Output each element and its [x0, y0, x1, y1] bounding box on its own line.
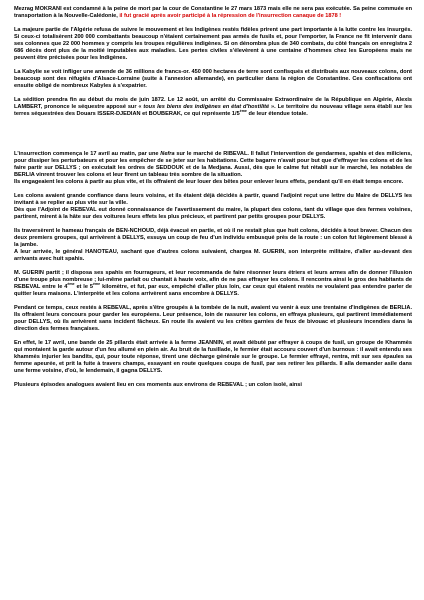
section-heading-wrap [14, 125, 412, 143]
sedition-text-d: de leur étendue totale. [246, 111, 308, 117]
insurrection-text-c: sur le marché de RIBEVAL. Il fallut l'intervention de gendarmes, spahis et des miliciens, pour dissiper les perturbateurs et pour les empêcher de se jeter sur les habitations. Cette bagarre n'avait pour but que d'effrayer les colons et de les faire partir sur DELLYS ; on exécutait les ordres de SEDDOUK et de la Medjana. Aussi, dès que le calme fut rétabli sur le marché, les notables de BERLIA vinrent trouver les colons et leur firent un tableau très sombre de la situation. [14, 151, 412, 178]
guerin-text-a: M. GUERIN partit ; il disposa ses spahis en fourrageurs, et leur recommanda de faire résonner leurs étriers et leurs armes afin de donner l'illusion d'une troupe plus nombreuse ; lui-même parlait ou chantait à haute voix, afin de ne pas effrayer les colons. Il rencontra ainsi le gros des habitants de REBEVAL entre le 4 [14, 270, 412, 290]
ben-nchoud-text-b: A leur arrivée, le général HANOTEAU, sachant que d'autres colons suivaient, chargea M. GUERIN, son interprète militaire, d'aller au-devant des arrivants avec huit spahis. [14, 249, 412, 262]
ben-nchoud-text-a: Ils traversèrent le hameau français de BEN-NCHOUD, déjà évacué en partie, et où il ne restait plus que huit colons, décidés à tout braver. Chacun des deux premiers groupes, qui arrivèrent à DELLYS, essuya un coup de feu d'un individu embusqué près de la route : un colon fut légèrement blessé à la jambe. [14, 228, 412, 248]
paragraph-mokrani-highlight: il fut gracié après avoir participé à la répression de l'insurrection canaque de 1878 ! [119, 13, 342, 19]
confidence-text-b: Dès que l'Adjoint de REBEVAL eut donné connaissance de l'avertissement du maire, la plupart des colons, tant du village que des fermes voisines, partirent, mirent à la hâte sur des voitures leurs effets les plus précieux, et partirent par petits groupes pour DELLYS. [14, 207, 412, 220]
insurrection-text-d: Ils engageaient les colons à partir au plus vite, et ils offraient de leur louer des bêtes pour enlever leurs effets, pendant qu'il en était temps encore. [14, 179, 404, 185]
paragraph-colons-confidence [14, 193, 412, 221]
paragraph-mokrani [14, 6, 412, 20]
sedition-text-a: La sédition prendra fin au début du mois de juin 1872. Le 12 août, un arrêté du Commissaire Extraordinaire de la République en Algérie, Alexis LAMBERT, prononce le séquestre apposé sur « [14, 97, 412, 110]
sedition-superscript: ème [239, 109, 247, 114]
paragraph-insurrection-start [14, 151, 412, 186]
confidence-text-a: Les colons avaient grande confiance dans leurs voisins, et ils étaient déjà décidés à partir, quand l'adjoint reçut une lettre du Maire de DELLYS les invitant à se replier au plus vite sur la ville. [14, 193, 412, 206]
paragraph-ferme-jeannin: En effet, le 17 avril, une bande de 25 pillards était arrivée à la ferme JEANNIN, et avait débuté par effrayer à coups de fusil, un groupe de Khammès qui montaient la garde autour d'un feu allumé en plein air. Au bruit de la fusillade, le fermier était accouru couvert d'un burnous : il avait entendu ses khammès injurier les bandits, qui, pour toute réponse, tirent une décharge générale sur le groupe. Le fermier effrayé, rentra, mit sur ses épaules sa femme apeurée, et prit la fuite à travers champs, essayant en route quelques coups de fusil, par ses retirer les pillards. Il alla demander asile dans une ferme voisine, d'où, le lendemain, il gagna DELLYS. [14, 340, 412, 374]
paragraph-rebeval-night: Pendant ce temps, ceux restés à REBEVAL, après s'être groupés à la tombée de la nuit, avaient vu venir à eux une trentaine d'indigènes de BERLIA. Ils offraient leurs concours pour garder les européens. Leur présence, loin de rassurer les colons, en effraya plusieurs, qui partirent immédiatement pour DELLYS, où ils arrivèrent sans incident fâcheux. En route ils avaient vu les crêtes garnies de feux de bivouac et plusieurs incendies dans la direction des fermes françaises. [14, 305, 412, 332]
paragraph-sedition-end [14, 97, 412, 118]
paragraph-ben-nchoud [14, 228, 412, 263]
paragraph-algeria-refusal: La majeure partie de l'Algérie refusa de suivre le mouvement et les Indigènes restés fidèles prirent une part importante à la lutte contre les insurgés. Si ceux-ci totalisèrent 200 000 combattants beaucoup n'étaient certainement pas armés de fusils et, pour l'emporter, la France ne fit intervenir dans ses colonnes que 22 000 hommes y compris les troupes régulières indigènes. Si on dénombra plus de 340 combats, du côté français on enregistra 2 686 décès dont plus de la moitié imputables aux maladies. Les pertes civiles s'élevèrent à une centaine d'hommes chez les Européens mais ne peuvent être précisées pour les Indigènes. [14, 27, 412, 61]
paragraph-mokrani-text: Mezrag MOKRANI est condamné à la peine de mort par la cour de Constantine le 27 mars 1873 mais elle ne sera pas exécutée. Sa peine commuée en transportation à la Nouvelle-Calédonie, [14, 6, 412, 19]
insurrection-nefra: Nefra [160, 151, 175, 157]
guerin-superscript-2: ème [92, 282, 101, 287]
paragraph-guerin [14, 270, 412, 298]
paragraph-episodes: Plusieurs épisodes analogues avaient lieu en ces moments aux environs de REBEVAL ; un colon isolé, ainsi [14, 382, 302, 388]
sedition-quote: tous les biens des indigènes en état d'hostilité [143, 104, 270, 110]
paragraph-kabylie-fine: La Kabylie se voit infliger une amende de 36 millions de francs-or. 450 000 hectares de terre sont confisqués et distribués aux nouveaux colons, dont beaucoup sont des réfugiés d'Alsace-Lorraine (suite à l'annexion allemande), en particulier dans la région de Constantine. Ces confiscations ont ensuite obligé de nombreux Kabyles à s'expatrier. [14, 69, 412, 89]
guerin-text-b: et le 5 [74, 284, 93, 290]
guerin-superscript-1: ème [67, 282, 75, 287]
insurrection-text-a: L'insurrection commença le 17 avril au matin, par une [14, 151, 161, 157]
sedition-text-c: ». Le territoire du nouveau village sera établi sur les terres séquestrées des Douars ISSER-DJEDIAN et BOUBERAK, ce qui représente 1/5 [14, 104, 412, 117]
guerin-text-c: kilomètre, et fut, par eux, empêché d'aller plus loin, car ceux qui étaient restés ne voulaient pas entendre parler de quitter leurs maisons. L'interprète et les colons arrivèrent sans encombre à DELLYS. [14, 284, 412, 297]
